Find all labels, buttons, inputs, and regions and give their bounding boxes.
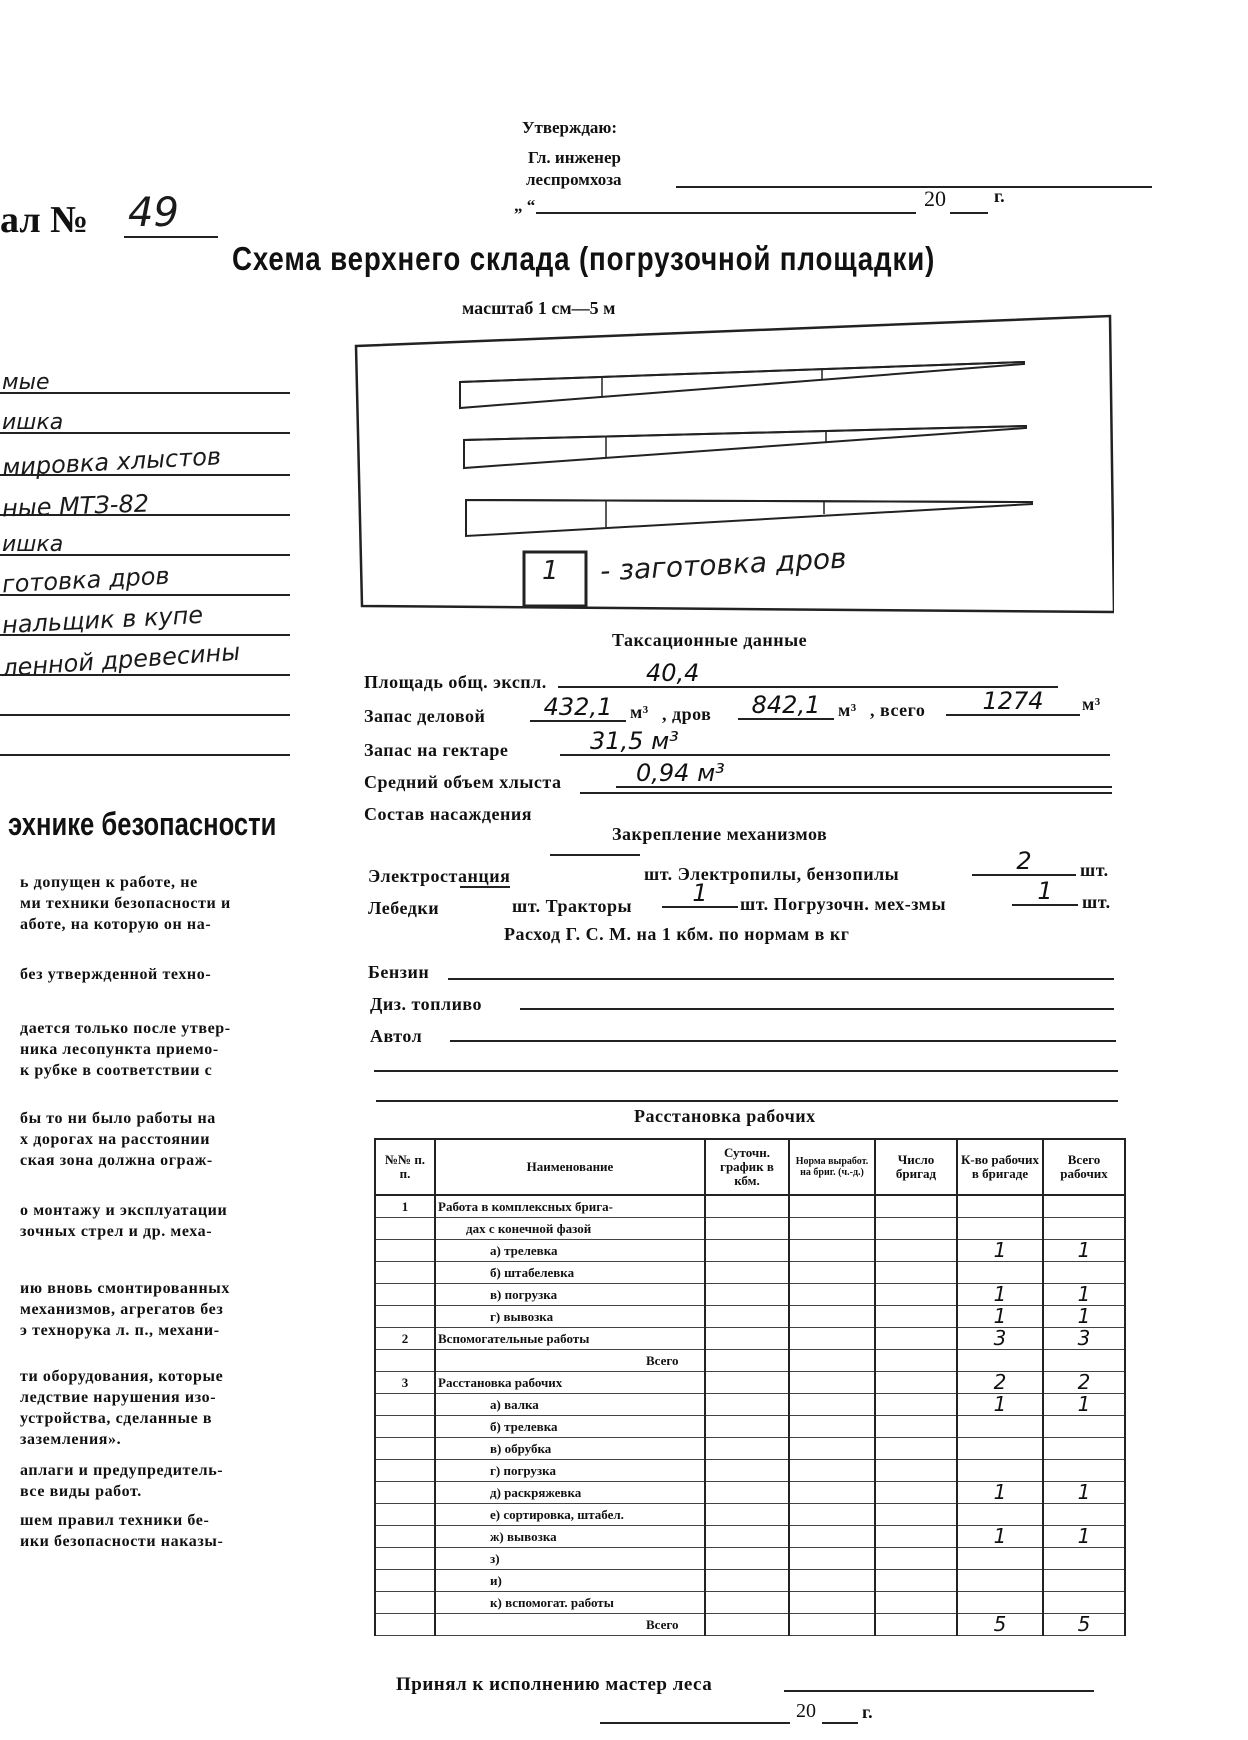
journal-label: ал № [0, 199, 89, 241]
diagram-note: - заготовка дров [599, 541, 848, 588]
output-norm-cell [789, 1614, 875, 1636]
approval-title: Утверждаю: [522, 118, 618, 137]
workers-per-crew-cell [957, 1195, 1043, 1218]
crew-count-cell [875, 1460, 957, 1482]
journal-number: 49 [128, 190, 179, 236]
total-workers-cell [1043, 1416, 1125, 1438]
mechanisms-heading: Закрепление механизмов [612, 824, 828, 844]
left-rule [0, 714, 290, 716]
crew-count-cell [875, 1284, 957, 1306]
stock-business-value: 432,1 [530, 694, 626, 722]
safety-paragraph: о монтажу и эксплуатации зочных стрел и др. меха- [20, 1202, 228, 1240]
daily-schedule-cell [705, 1504, 789, 1526]
workers-per-crew-cell: 2 [957, 1372, 1043, 1394]
row-name: д) раскряжевка [435, 1482, 705, 1504]
workers-per-crew-cell: 1 [957, 1284, 1043, 1306]
crew-count-cell [875, 1195, 957, 1218]
safety-paragraph: аплаги и предупредитель- все виды работ. [20, 1462, 224, 1500]
row-index [375, 1438, 435, 1460]
workers-per-crew-cell [957, 1218, 1043, 1240]
output-norm-cell [789, 1548, 875, 1570]
accepted-label: Принял к исполнению мастер леса [396, 1674, 713, 1695]
loaders-label: шт. Погрузочн. мех-змы [740, 894, 946, 914]
total-workers-cell [1043, 1504, 1125, 1526]
row-name: к) вспомогат. работы [435, 1592, 705, 1614]
row-name: Вспомогательные работы [435, 1328, 705, 1350]
left-handwriting: ленной древесины [1, 637, 242, 683]
crew-count-cell [875, 1614, 957, 1636]
daily-schedule-cell [705, 1614, 789, 1636]
row-index [375, 1570, 435, 1592]
daily-schedule-cell [705, 1328, 789, 1350]
daily-schedule-cell [705, 1438, 789, 1460]
workers-per-crew-cell [957, 1460, 1043, 1482]
row-index [375, 1394, 435, 1416]
power-station-label: Электростанция [368, 866, 511, 886]
fuel-heading: Расход Г. С. М. на 1 кбм. по нормам в кг [504, 924, 850, 944]
approval-date-line [536, 212, 916, 214]
total-label: , всего [870, 700, 926, 720]
column-header: Суточн. график в кбм. [705, 1139, 789, 1195]
daily-schedule-cell [705, 1570, 789, 1592]
daily-schedule-cell [705, 1218, 789, 1240]
crew-count-cell [875, 1592, 957, 1614]
loaders-unit: шт. [1082, 892, 1111, 912]
total-workers-cell: 1 [1043, 1482, 1125, 1504]
per-ha-label: Запас на гектаре [364, 740, 509, 760]
daily-schedule-cell [705, 1284, 789, 1306]
total-workers-cell [1043, 1350, 1125, 1372]
row-index [375, 1240, 435, 1262]
daily-schedule-cell [705, 1526, 789, 1548]
column-header: №№ п. п. [375, 1139, 435, 1195]
blank-line [376, 1100, 1118, 1102]
row-index [375, 1526, 435, 1548]
approval-year-prefix: 20 [924, 186, 946, 211]
total-workers-cell [1043, 1262, 1125, 1284]
output-norm-cell [789, 1240, 875, 1262]
daily-schedule-cell [705, 1548, 789, 1570]
crew-count-cell [875, 1482, 957, 1504]
output-norm-cell [789, 1284, 875, 1306]
table-row [375, 1350, 1125, 1372]
crew-count-cell [875, 1416, 957, 1438]
workers-per-crew-cell [957, 1548, 1043, 1570]
crew-count-cell [875, 1240, 957, 1262]
row-name: в) обрубка [435, 1438, 705, 1460]
table-row [375, 1438, 1125, 1460]
table-row [375, 1570, 1125, 1592]
footer-year-prefix: 20 [796, 1700, 816, 1722]
table-row [375, 1394, 1125, 1416]
daily-schedule-cell [705, 1482, 789, 1504]
table-row [375, 1504, 1125, 1526]
daily-schedule-cell [705, 1394, 789, 1416]
column-header: Норма выработ. на бриг. (ч.-д.) [789, 1139, 875, 1195]
stock-firewood-value: 842,1 [738, 692, 834, 720]
crew-count-cell [875, 1328, 957, 1350]
column-header: Число бригад [875, 1139, 957, 1195]
row-index: 1 [375, 1195, 435, 1218]
footer-year-line [822, 1722, 858, 1724]
total-workers-cell: 1 [1043, 1284, 1125, 1306]
approval-signature-line [676, 186, 1152, 188]
gasoline-label: Бензин [368, 962, 430, 982]
row-index [375, 1262, 435, 1284]
workers-per-crew-cell [957, 1570, 1043, 1592]
stock-total-value: 1274 [946, 688, 1080, 716]
row-index: 3 [375, 1372, 435, 1394]
workers-per-crew-cell: 1 [957, 1482, 1043, 1504]
left-handwriting: нальщик в купе [1, 600, 204, 640]
power-station-value [550, 854, 640, 856]
crew-count-cell [875, 1570, 957, 1592]
table-row [375, 1306, 1125, 1328]
workers-per-crew-cell [957, 1592, 1043, 1614]
output-norm-cell [789, 1526, 875, 1548]
saws-label: шт. Электропилы, бензопилы [644, 864, 900, 884]
footer-date-line [600, 1722, 790, 1724]
output-norm-cell [789, 1372, 875, 1394]
output-norm-cell [789, 1394, 875, 1416]
daily-schedule-cell [705, 1350, 789, 1372]
footer-year-suffix: г. [862, 1702, 873, 1722]
stock-label: Запас деловой [364, 706, 486, 726]
row-name: г) вывозка [435, 1306, 705, 1328]
diesel-line [520, 1008, 1114, 1010]
crew-count-cell [875, 1526, 957, 1548]
total-workers-cell [1043, 1570, 1125, 1592]
winches-value [460, 886, 510, 888]
crew-count-cell [875, 1504, 957, 1526]
row-index [375, 1350, 435, 1372]
crew-count-cell [875, 1306, 957, 1328]
autol-line [450, 1040, 1116, 1042]
table-row [375, 1284, 1125, 1306]
row-name: Расстановка рабочих [435, 1372, 705, 1394]
output-norm-cell [789, 1218, 875, 1240]
stock-unit: м³ [630, 702, 649, 722]
daily-schedule-cell [705, 1195, 789, 1218]
workers-per-crew-cell [957, 1504, 1043, 1526]
daily-schedule-cell [705, 1416, 789, 1438]
loaders-value: 1 [1012, 878, 1078, 906]
daily-schedule-cell [705, 1460, 789, 1482]
approval-year-line [950, 212, 988, 214]
row-index [375, 1504, 435, 1526]
per-ha-value: 31,5 м³ [560, 728, 1110, 756]
composition-label: Состав насаждения [364, 804, 532, 824]
table-row [375, 1482, 1125, 1504]
output-norm-cell [789, 1592, 875, 1614]
row-index: 2 [375, 1328, 435, 1350]
total-workers-cell: 1 [1043, 1306, 1125, 1328]
daily-schedule-cell [705, 1240, 789, 1262]
crew-count-cell [875, 1262, 957, 1284]
saws-unit: шт. [1080, 860, 1109, 880]
crew-count-cell [875, 1218, 957, 1240]
workers-per-crew-cell: 1 [957, 1394, 1043, 1416]
daily-schedule-cell [705, 1306, 789, 1328]
daily-schedule-cell [705, 1592, 789, 1614]
total-workers-cell: 2 [1043, 1372, 1125, 1394]
blank-line [374, 1070, 1118, 1072]
row-index [375, 1592, 435, 1614]
area-value: 40,4 [558, 660, 1058, 688]
safety-paragraph: дается только после утвер- ника лесопункта приемо- к рубке в соответствии с [20, 1020, 231, 1079]
workers-per-crew-cell: 1 [957, 1306, 1043, 1328]
scale-label: масштаб 1 см—5 м [462, 298, 616, 318]
row-name: Работа в комплексных брига- [435, 1195, 705, 1218]
row-name: ж) вывозка [435, 1526, 705, 1548]
row-index [375, 1614, 435, 1636]
approval-line2: леспромхоза [526, 170, 622, 189]
left-handwriting: ные МТЗ-82 [1, 489, 150, 523]
approval-date-quotes: „ “ [514, 196, 536, 215]
table-row [375, 1460, 1125, 1482]
workers-per-crew-cell: 5 [957, 1614, 1043, 1636]
firewood-label: , дров [662, 704, 712, 724]
output-norm-cell [789, 1482, 875, 1504]
left-handwriting: мировка хлыстов [1, 442, 222, 482]
row-index [375, 1482, 435, 1504]
diesel-label: Диз. топливо [370, 994, 483, 1014]
row-index [375, 1218, 435, 1240]
table-row [375, 1592, 1125, 1614]
row-name: в) погрузка [435, 1284, 705, 1306]
avg-volume-value: 0,94 м³ [616, 760, 1112, 788]
output-norm-cell [789, 1350, 875, 1372]
row-name: е) сортировка, штабел. [435, 1504, 705, 1526]
total-workers-cell: 1 [1043, 1526, 1125, 1548]
total-workers-cell [1043, 1592, 1125, 1614]
daily-schedule-cell [705, 1372, 789, 1394]
gasoline-line [448, 978, 1114, 980]
safety-paragraph: ь допущен к работе, не ми техники безопасности и аботе, на которую он на- [20, 874, 231, 933]
safety-section-title: эхнике безопасности [8, 806, 277, 842]
row-name: а) валка [435, 1394, 705, 1416]
stock-unit: м³ [1082, 694, 1101, 714]
total-workers-cell: 5 [1043, 1614, 1125, 1636]
crew-count-cell [875, 1438, 957, 1460]
taxation-heading: Таксационные данные [612, 630, 808, 650]
table-row [375, 1240, 1125, 1262]
row-index [375, 1416, 435, 1438]
left-handwriting: ишка [2, 410, 64, 435]
left-handwriting: мые [2, 370, 50, 395]
left-handwriting: ишка [2, 532, 64, 557]
total-workers-cell: 1 [1043, 1240, 1125, 1262]
output-norm-cell [789, 1460, 875, 1482]
tractors-label: шт. Тракторы [512, 896, 633, 916]
daily-schedule-cell [705, 1262, 789, 1284]
output-norm-cell [789, 1306, 875, 1328]
workers-per-crew-cell: 1 [957, 1240, 1043, 1262]
safety-paragraph: шем правил техники бе- ики безопасности наказы- [20, 1512, 224, 1550]
winches-label: Лебедки [368, 898, 440, 918]
page-title: Схема верхнего склада (погрузочной площадки) [232, 240, 936, 277]
saws-value: 2 [972, 848, 1076, 876]
row-name: Всего [435, 1350, 705, 1372]
table-row [375, 1328, 1125, 1350]
table-row [375, 1195, 1125, 1218]
row-index [375, 1306, 435, 1328]
total-workers-cell: 1 [1043, 1394, 1125, 1416]
output-norm-cell [789, 1262, 875, 1284]
approval-year-suffix: г. [994, 186, 1005, 206]
table-row [375, 1218, 1125, 1240]
row-index [375, 1460, 435, 1482]
approval-line1: Гл. инженер [528, 148, 621, 167]
table-row [375, 1372, 1125, 1394]
row-name: дах с конечной фазой [435, 1218, 705, 1240]
total-workers-cell [1043, 1438, 1125, 1460]
row-name: б) штабелевка [435, 1262, 705, 1284]
accepted-signature-line [784, 1690, 1094, 1692]
table-row [375, 1614, 1125, 1636]
crew-heading: Расстановка рабочих [634, 1106, 816, 1126]
safety-paragraph: бы то ни было работы на х дорогах на расстоянии ская зона должна ограж- [20, 1110, 216, 1169]
table-row [375, 1548, 1125, 1570]
output-norm-cell [789, 1570, 875, 1592]
diagram-box-number: 1 [542, 556, 559, 586]
total-workers-cell [1043, 1548, 1125, 1570]
total-workers-cell [1043, 1218, 1125, 1240]
table-header-row [375, 1139, 1125, 1195]
workers-per-crew-cell: 3 [957, 1328, 1043, 1350]
journal-number-line [124, 236, 218, 238]
stock-unit: м³ [838, 700, 857, 720]
row-name: а) трелевка [435, 1240, 705, 1262]
output-norm-cell [789, 1504, 875, 1526]
crew-count-cell [875, 1372, 957, 1394]
output-norm-cell [789, 1195, 875, 1218]
workers-per-crew-cell: 1 [957, 1526, 1043, 1548]
tractors-value: 1 [662, 880, 738, 908]
safety-paragraph: ти оборудования, которые ледствие нарушения изо- устройства, сделанные в заземления». [20, 1368, 224, 1448]
column-header: Всего рабочих [1043, 1139, 1125, 1195]
output-norm-cell [789, 1438, 875, 1460]
workers-per-crew-cell [957, 1416, 1043, 1438]
column-header: Наименование [435, 1139, 705, 1195]
row-name: г) погрузка [435, 1460, 705, 1482]
left-rule [0, 754, 290, 756]
crew-count-cell [875, 1394, 957, 1416]
row-index [375, 1284, 435, 1306]
workers-per-crew-cell [957, 1350, 1043, 1372]
crew-count-cell [875, 1350, 957, 1372]
left-handwriting: готовка дров [1, 561, 171, 599]
output-norm-cell [789, 1328, 875, 1350]
total-workers-cell [1043, 1195, 1125, 1218]
crew-table [374, 1138, 1126, 1636]
safety-paragraph: ию вновь смонтированных механизмов, агрегатов без э техноpука л. п., механи- [20, 1280, 230, 1339]
total-workers-cell [1043, 1460, 1125, 1482]
crew-count-cell [875, 1548, 957, 1570]
workers-per-crew-cell [957, 1262, 1043, 1284]
table-row [375, 1526, 1125, 1548]
area-label: Площадь общ. экспл. [364, 672, 547, 692]
workers-per-crew-cell [957, 1438, 1043, 1460]
row-name: з) [435, 1548, 705, 1570]
avg-volume-label: Средний объем хлыста [364, 772, 562, 792]
composition-value [580, 792, 1112, 794]
row-index [375, 1548, 435, 1570]
column-header: К-во рабочих в бригаде [957, 1139, 1043, 1195]
total-workers-cell: 3 [1043, 1328, 1125, 1350]
table-row [375, 1262, 1125, 1284]
autol-label: Автол [370, 1026, 423, 1046]
output-norm-cell [789, 1416, 875, 1438]
row-name: Всего [435, 1614, 705, 1636]
row-name: б) трелевка [435, 1416, 705, 1438]
row-name: и) [435, 1570, 705, 1592]
safety-paragraph: без утвержденной техно- [20, 966, 212, 983]
table-row [375, 1416, 1125, 1438]
